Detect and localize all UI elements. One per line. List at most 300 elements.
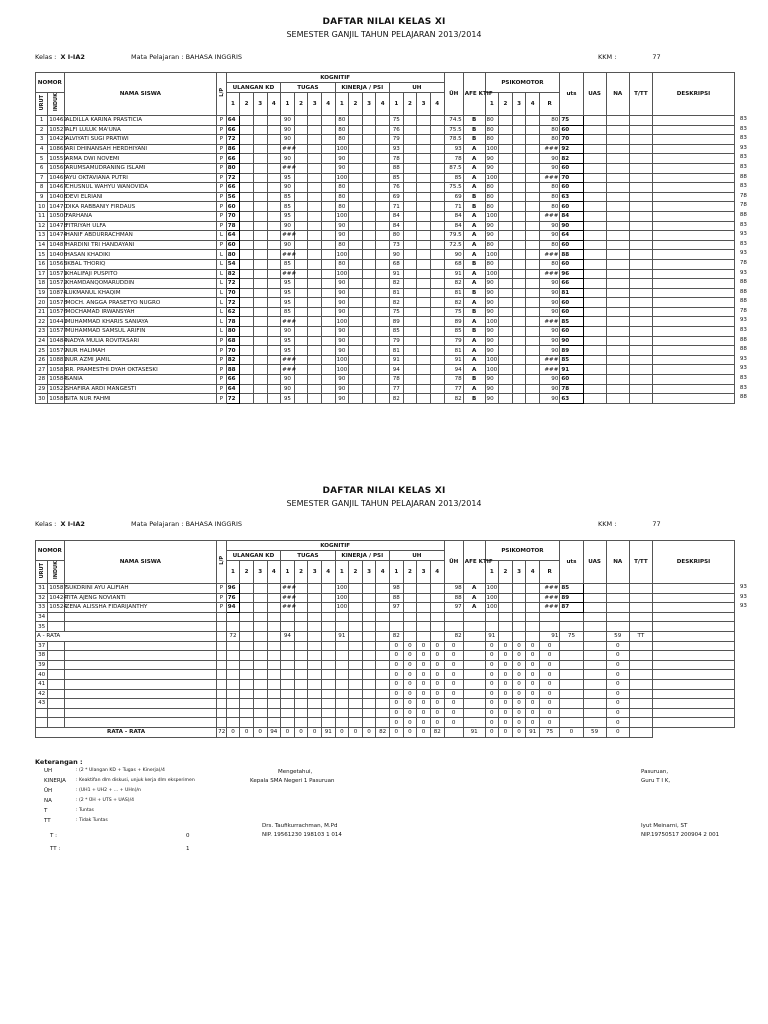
row-psi-r: 90 [539, 307, 559, 317]
zero-cell: 0 [485, 670, 499, 680]
row-psi-1: 90 [485, 221, 499, 231]
row-psi-1: 80 [485, 202, 499, 212]
sig-right-city: Pasuruan, [641, 769, 669, 775]
header-ulangan-kd: ULANGAN KD [226, 551, 280, 561]
zero-cell: 0 [444, 689, 463, 699]
zero-cell: 0 [526, 679, 540, 689]
row-ulangan-1: 64 [226, 231, 240, 241]
row-psi-r: 90 [539, 231, 559, 241]
row-afektif: A [463, 144, 485, 154]
header-sub-n1: 1 [335, 93, 349, 116]
row-uh-1: 82 [390, 298, 404, 308]
row-kinerja-1: 100 [336, 146, 348, 153]
zero-cell: 0 [539, 708, 559, 718]
row-induk: 10579 [49, 347, 68, 354]
row-kinerja-1: 90 [335, 384, 349, 394]
rata-rata-value: 75 [539, 727, 559, 737]
row-tugas-1: 90 [281, 240, 295, 250]
row-kinerja-1: 100 [336, 594, 348, 601]
zero-cell: 0 [539, 689, 559, 699]
row-tugas-1: ### [282, 251, 297, 258]
zero-cell: 0 [430, 670, 444, 680]
deskripsi-value: 83 [739, 327, 747, 334]
row-induk: 10487 [49, 242, 68, 249]
header-urut [36, 561, 48, 584]
deskripsi-value: 83 [739, 163, 747, 170]
row-afektif: A [463, 221, 485, 231]
header-sub-n1: 1 [390, 93, 404, 116]
rata-rata-value: 0 [512, 727, 526, 737]
row-tugas-1: ### [282, 146, 297, 153]
header-sub-n3: 3 [362, 93, 376, 116]
row-induk: 10474 [49, 232, 68, 239]
header-urut [36, 93, 48, 116]
row-ulangan-1: 76 [226, 593, 240, 603]
zero-cell: 0 [485, 660, 499, 670]
header-sub-n3: 3 [417, 93, 431, 116]
sig-right-nip: NIP.19750517 200904 2 001 [641, 832, 720, 838]
student-row [36, 135, 735, 145]
row-afektif: A [463, 269, 485, 279]
row-ulangan-1: 78 [226, 317, 240, 327]
header-uas: UAS [583, 541, 606, 584]
header-lp [217, 541, 227, 584]
row-tugas-1: 95 [281, 298, 295, 308]
row-induk: 10559 [49, 155, 68, 162]
deskripsi-value: 93 [739, 365, 747, 372]
header-sub-n4: 4 [430, 561, 444, 584]
rata-rata-value: 0 [240, 727, 254, 737]
header-sub-n2: 2 [294, 561, 308, 584]
empty-row [36, 660, 735, 670]
row-psi-1: 80 [485, 192, 499, 202]
row-kinerja-1: 90 [335, 307, 349, 317]
row-ulangan-1: 70 [226, 288, 240, 298]
student-row [36, 336, 735, 346]
row-no: 27 [36, 365, 48, 375]
row-afektif: A [463, 231, 485, 241]
row-uts: 81 [560, 288, 583, 298]
zero-cell: 0 [444, 718, 463, 728]
kelas-info-2: Kelas : X I-IA2 [35, 520, 85, 528]
row-no: 41 [36, 679, 48, 689]
header-sub-n4: 4 [321, 561, 335, 584]
row-uts: 60 [560, 259, 583, 269]
header-uts: uts [560, 73, 583, 116]
row-nama: MUHAMMAD SAMSUL ARIFIN [64, 327, 217, 337]
row-uts: 60 [560, 375, 583, 385]
deskripsi-value: 88 [739, 211, 747, 218]
row-no: 32 [36, 593, 48, 603]
header-sub-n1: 1 [390, 561, 404, 584]
row-psi-r: ### [539, 144, 559, 154]
kelas-info: Kelas : X I-IA2 [35, 53, 85, 61]
row-uh-avg: 78.5 [444, 135, 463, 145]
zero-cell: 0 [606, 679, 629, 689]
zero-cell: 0 [390, 679, 404, 689]
row-psi-r: 80 [539, 116, 559, 126]
row-afektif: B [463, 288, 485, 298]
row-uts: 90 [560, 336, 583, 346]
row-afektif: B [463, 259, 485, 269]
header-sub-n1: 1 [281, 93, 295, 116]
row-psi-1: 100 [486, 604, 498, 611]
student-row [36, 593, 735, 603]
row-no: 9 [36, 192, 48, 202]
deskripsi-value: 83 [739, 375, 747, 382]
zero-cell: 0 [499, 718, 513, 728]
zero-cell: 0 [390, 708, 404, 718]
zero-cell: 0 [526, 708, 540, 718]
zero-cell: 0 [444, 641, 463, 651]
zero-cell: 0 [539, 641, 559, 651]
row-uts: 87 [560, 603, 583, 613]
row-no: 17 [36, 269, 48, 279]
row-afektif: A [463, 298, 485, 308]
row-uh-avg: 68 [444, 259, 463, 269]
row-uh-1: 85 [390, 173, 404, 183]
rata-rata-value: 0 [560, 727, 583, 737]
row-psi-1: 80 [485, 259, 499, 269]
row-ulangan-1: 82 [226, 355, 240, 365]
keterangan-value: : Keaktifan dlm diskusi, unjuk kerja dlm eksperimen [76, 778, 195, 783]
header-sub-n2: 2 [349, 561, 363, 584]
zero-cell: 0 [606, 708, 629, 718]
row-ulangan-1: 64 [226, 384, 240, 394]
row-lp: L [217, 279, 227, 289]
row-psi-1: 80 [485, 183, 499, 193]
student-row [36, 288, 735, 298]
header-induk [48, 561, 64, 584]
row-induk: 10441 [49, 318, 68, 325]
row-induk: 10462 [49, 117, 68, 124]
row-psi-1: 80 [485, 125, 499, 135]
rata-rata-value: 91 [463, 727, 485, 737]
row-psi-1: 90 [485, 375, 499, 385]
student-row [36, 327, 735, 337]
row-uh-1: 80 [390, 231, 404, 241]
row-uts: 85 [560, 355, 583, 365]
row-no: 35 [36, 622, 48, 632]
zero-cell: 0 [512, 641, 526, 651]
row-tugas-1: ### [282, 594, 297, 601]
zero-cell: 0 [417, 689, 431, 699]
zero-cell: 0 [403, 699, 417, 709]
row-ulangan-1: 78 [226, 221, 240, 231]
row-uh-1: 71 [390, 202, 404, 212]
row-uts: 60 [560, 202, 583, 212]
row-uh-avg: 82 [444, 298, 463, 308]
empty-row [36, 708, 735, 718]
row-induk: 10424 [49, 594, 68, 601]
row-uh-avg: 81 [444, 346, 463, 356]
row-uh-avg: 75 [444, 307, 463, 317]
row-nama: SHAFIRA ARDI MANGESTI [64, 384, 217, 394]
deskripsi-value: 78 [739, 192, 747, 199]
header-na: NA [606, 541, 629, 584]
row-uh-1: 75 [390, 307, 404, 317]
row-lp: P [217, 346, 227, 356]
zero-cell: 0 [499, 670, 513, 680]
rata-rata-value [444, 727, 463, 737]
row-uts: 64 [560, 231, 583, 241]
row-afektif: B [463, 394, 485, 404]
row-tugas-1: 85 [281, 202, 295, 212]
row-ulangan-1: 80 [226, 163, 240, 173]
zero-cell: 0 [403, 660, 417, 670]
row-afektif: A [463, 279, 485, 289]
row-tugas-1: 90 [281, 221, 295, 231]
deskripsi-value: 93 [739, 584, 747, 590]
zero-cell: 0 [606, 689, 629, 699]
header-nomor: NOMOR [36, 73, 65, 93]
zero-cell: 0 [390, 670, 404, 680]
student-row [36, 298, 735, 308]
sig-left-name: Drs. Taufikurrachman, M.Pd [262, 823, 338, 829]
zero-cell: 0 [403, 708, 417, 718]
row-tugas-1: 85 [281, 307, 295, 317]
row-uts: 89 [560, 593, 583, 603]
row-uts: 60 [560, 327, 583, 337]
row-tugas-1: ### [282, 165, 297, 172]
zero-cell: 0 [512, 699, 526, 709]
row-no: 3 [36, 135, 48, 145]
keterangan-key: NA [44, 798, 52, 804]
row-lp: L [217, 231, 227, 241]
rata-na: 59 [606, 631, 629, 641]
row-psi-1: 100 [486, 213, 498, 220]
row-kinerja-1: 90 [335, 288, 349, 298]
empty-row [36, 651, 735, 661]
row-lp: L [217, 327, 227, 337]
row-kinerja-1: 90 [335, 279, 349, 289]
row-kinerja-1: 90 [335, 154, 349, 164]
zero-cell: 0 [606, 651, 629, 661]
keterangan-value: : (UH1 + UH2 + ... + UHn)/n [76, 788, 141, 793]
row-psi-r: ### [539, 355, 559, 365]
row-no: 15 [36, 250, 48, 260]
student-row [36, 346, 735, 356]
zero-cell: 0 [417, 651, 431, 661]
row-kinerja-1: 80 [335, 240, 349, 250]
row-uts: 89 [560, 346, 583, 356]
row-afektif: A [463, 593, 485, 603]
header-uts: uts [560, 541, 583, 584]
student-row [36, 192, 735, 202]
row-no: 28 [36, 375, 48, 385]
zero-cell: 0 [539, 670, 559, 680]
header-psi-n2: 2 [499, 561, 513, 584]
row-lp: P [217, 384, 227, 394]
row-uh-avg: 75.5 [444, 183, 463, 193]
header-uh-avg: ŪH [444, 73, 463, 116]
row-afektif: B [463, 135, 485, 145]
row-induk: 10560 [49, 165, 68, 172]
header-sub-n4: 4 [430, 93, 444, 116]
student-row [36, 116, 735, 126]
row-psi-r: ### [539, 593, 559, 603]
header-sub-n1: 1 [226, 93, 240, 116]
row-nama: NUR HALIMAH [64, 346, 217, 356]
row-kinerja-1: 100 [336, 604, 348, 611]
zero-cell: 0 [485, 641, 499, 651]
header-psi-n4: 4 [526, 561, 540, 584]
header-sub-n4: 4 [267, 93, 281, 116]
row-tugas-1: ### [282, 270, 297, 277]
row-uts: 84 [560, 211, 583, 221]
zero-cell: 0 [539, 651, 559, 661]
zero-cell: 0 [444, 699, 463, 709]
row-nama: SANIA [64, 375, 217, 385]
row-ulangan-1: 72 [226, 394, 240, 404]
row-ulangan-1: 62 [226, 307, 240, 317]
deskripsi-value: 83 [739, 125, 747, 132]
zero-cell: 0 [512, 660, 526, 670]
row-uts: 60 [560, 163, 583, 173]
row-uh-1: 78 [390, 154, 404, 164]
row-uts: 92 [560, 144, 583, 154]
row-no: 12 [36, 221, 48, 231]
row-no: 19 [36, 288, 48, 298]
zero-cell: 0 [430, 651, 444, 661]
row-no: 7 [36, 173, 48, 183]
deskripsi-value: 93 [739, 231, 747, 238]
row-uh-avg: 93 [444, 144, 463, 154]
row-afektif: A [463, 154, 485, 164]
rata-rata-value: 0 [335, 727, 349, 737]
header-sub-n3: 3 [253, 561, 267, 584]
row-ulangan-1: 72 [226, 298, 240, 308]
row-uts: 60 [560, 307, 583, 317]
row-psi-r: 90 [539, 327, 559, 337]
keterangan-key: KINERJA [44, 778, 66, 784]
row-no: 26 [36, 355, 48, 365]
zero-cell: 0 [606, 660, 629, 670]
zero-cell: 0 [430, 689, 444, 699]
row-psi-r: 90 [539, 384, 559, 394]
row-lp: P [217, 192, 227, 202]
row-uts: 70 [560, 135, 583, 145]
header-ttt: T/TT [629, 73, 652, 116]
header-afektif: AFE KTIF [463, 541, 485, 584]
header-psi-n2: 2 [499, 93, 513, 116]
row-lp: P [217, 375, 227, 385]
row-uh-avg: 85 [444, 327, 463, 337]
row-kinerja-1: 100 [336, 213, 348, 220]
rata-uts: 75 [560, 631, 583, 641]
row-psi-1: 90 [485, 394, 499, 404]
row-no: 42 [36, 689, 48, 699]
student-row [36, 584, 735, 594]
row-no: 11 [36, 211, 48, 221]
header-psi-nr: R [539, 93, 559, 116]
deskripsi-value: 88 [739, 346, 747, 353]
row-ulangan-1: 70 [226, 346, 240, 356]
row-no: 25 [36, 346, 48, 356]
row-uh-1: 69 [390, 192, 404, 202]
row-ulangan-1: 60 [226, 240, 240, 250]
zero-cell: 0 [526, 699, 540, 709]
row-tugas-1: ### [282, 366, 297, 373]
deskripsi-value: 88 [739, 173, 747, 180]
row-psi-r: 90 [539, 394, 559, 404]
deskripsi-value: 93 [739, 603, 747, 610]
header-sub-n4: 4 [376, 93, 390, 116]
grade-table-1 [35, 72, 735, 404]
zero-cell: 0 [444, 679, 463, 689]
mapel-info-2: Mata Pelajaran : BAHASA INGGRIS [131, 520, 242, 528]
sig-left-title: Mengetahui, [278, 769, 313, 775]
row-afektif: B [463, 116, 485, 126]
header-sub-n2: 2 [240, 93, 254, 116]
student-row [36, 202, 735, 212]
row-kinerja-1: 90 [335, 375, 349, 385]
row-psi-r: ### [539, 173, 559, 183]
row-nama: ALVIYATI SUGI PRATIWI [64, 135, 217, 145]
row-psi-r: ### [539, 269, 559, 279]
row-nama: ARUMSAMUDRANING ISLAMI [64, 163, 217, 173]
grade-table-2 [35, 540, 735, 738]
rata-uh1: 82 [390, 631, 404, 641]
zero-cell: 0 [403, 670, 417, 680]
row-nama: KHAMDANQOMARUDDIN [64, 279, 217, 289]
row-psi-r: ### [539, 584, 559, 594]
row-nama: ZENA ALISSHA FIDARIJANTHY [64, 603, 217, 613]
row-uh-avg: 90 [444, 250, 463, 260]
empty-row [36, 689, 735, 699]
row-induk: 10429 [49, 136, 68, 143]
row-tugas-1: ### [282, 318, 297, 325]
rata-rata-value: 0 [308, 727, 322, 737]
student-row [36, 240, 735, 250]
mapel-info: Mata Pelajaran : BAHASA INGGRIS [131, 53, 242, 61]
row-afektif: B [463, 375, 485, 385]
zero-cell: 0 [430, 660, 444, 670]
keterangan-key: ŪH [44, 788, 53, 794]
row-no: 37 [36, 641, 48, 651]
row-kinerja-1: 100 [336, 174, 348, 181]
row-kinerja-1: 90 [335, 163, 349, 173]
row-uh-avg: 78 [444, 154, 463, 164]
zero-cell: 0 [485, 708, 499, 718]
row-psi-r: 90 [539, 163, 559, 173]
row-psi-1: 80 [485, 135, 499, 145]
zero-cell: 0 [539, 718, 559, 728]
deskripsi-value: 83 [739, 384, 747, 391]
deskripsi-value: 93 [739, 250, 747, 257]
row-psi-r: 80 [539, 259, 559, 269]
row-ulangan-1: 72 [226, 279, 240, 289]
row-ulangan-1: 70 [226, 211, 240, 221]
header-sub-n4: 4 [267, 561, 281, 584]
row-no: 29 [36, 384, 48, 394]
row-psi-r: ### [539, 211, 559, 221]
zero-cell: 0 [390, 689, 404, 699]
row-psi-r: 80 [539, 183, 559, 193]
row-afektif: A [463, 173, 485, 183]
row-uts: 90 [560, 221, 583, 231]
row-tugas-1: 95 [281, 211, 295, 221]
row-uh-1: 90 [390, 250, 404, 260]
header-sub-n3: 3 [362, 561, 376, 584]
header-uh: UH [390, 551, 445, 561]
row-psi-1: 80 [485, 116, 499, 126]
row-kinerja-1: 80 [335, 125, 349, 135]
row-uts: 60 [560, 183, 583, 193]
student-row [36, 279, 735, 289]
header-uh-avg: ŪH [444, 541, 463, 584]
rata-uhr: 82 [444, 631, 463, 641]
